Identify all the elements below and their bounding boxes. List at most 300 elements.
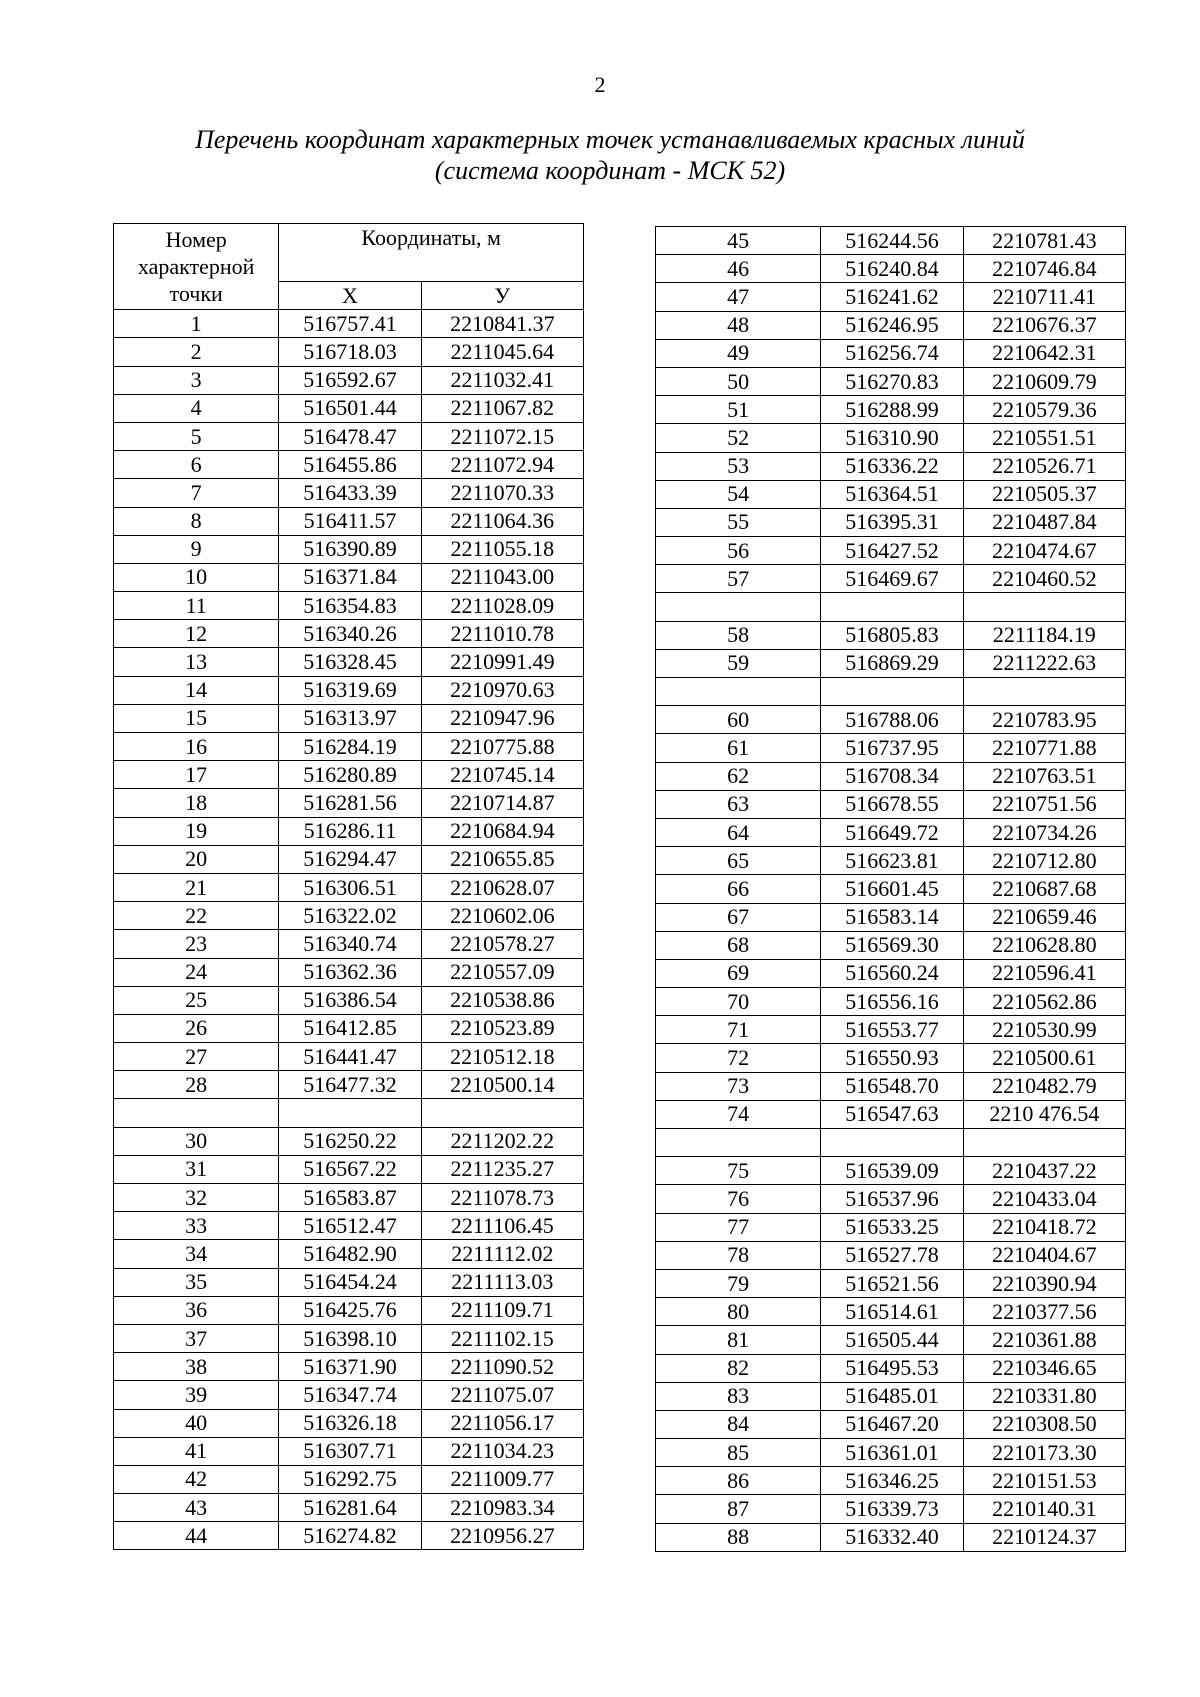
point-number-cell: 50 bbox=[656, 367, 821, 395]
point-number-cell: 14 bbox=[114, 676, 279, 704]
point-number-cell: 4 bbox=[114, 394, 279, 422]
point-number-cell: 72 bbox=[656, 1044, 821, 1072]
table-row bbox=[656, 706, 1126, 734]
point-number-cell: 25 bbox=[114, 986, 279, 1014]
y-coordinate-cell: 2210562.86 bbox=[963, 988, 1125, 1016]
point-number-cell: 7 bbox=[114, 479, 279, 507]
table-header-row bbox=[114, 224, 584, 282]
table-row bbox=[656, 649, 1126, 677]
x-coordinate-cell: 516354.83 bbox=[279, 592, 421, 620]
x-coordinate-cell: 516386.54 bbox=[279, 986, 421, 1014]
table-row bbox=[656, 1298, 1126, 1326]
x-coordinate-cell: 516339.73 bbox=[821, 1495, 963, 1523]
x-coordinate-cell: 516281.64 bbox=[279, 1494, 421, 1522]
x-coordinate-cell: 516270.83 bbox=[821, 367, 963, 395]
x-coordinate-cell: 516294.47 bbox=[279, 845, 421, 873]
x-coordinate-cell: 516241.62 bbox=[821, 283, 963, 311]
point-number-cell: 43 bbox=[114, 1494, 279, 1522]
x-coordinate-cell: 516569.30 bbox=[821, 931, 963, 959]
y-coordinate-cell: 2210578.27 bbox=[421, 930, 583, 958]
x-coordinate-cell: 516592.67 bbox=[279, 366, 421, 394]
point-number-cell: 21 bbox=[114, 873, 279, 901]
point-number-cell: 77 bbox=[656, 1213, 821, 1241]
table-row bbox=[656, 1269, 1126, 1297]
y-coordinate-cell: 2211043.00 bbox=[421, 563, 583, 591]
y-coordinate-cell: 2210173.30 bbox=[963, 1439, 1125, 1467]
table-row bbox=[656, 1213, 1126, 1241]
y-coordinate-cell: 2210970.63 bbox=[421, 676, 583, 704]
x-coordinate-cell: 516601.45 bbox=[821, 875, 963, 903]
point-number-cell: 2 bbox=[114, 338, 279, 366]
x-coordinate-cell: 516495.53 bbox=[821, 1354, 963, 1382]
table-row bbox=[114, 451, 584, 479]
y-coordinate-cell: 2211222.63 bbox=[963, 649, 1125, 677]
table-row bbox=[114, 1324, 584, 1352]
x-coordinate-cell: 516539.09 bbox=[821, 1157, 963, 1185]
point-number-cell: 83 bbox=[656, 1382, 821, 1410]
y-coordinate-cell: 2210781.43 bbox=[963, 227, 1125, 255]
y-coordinate-cell: 2211070.33 bbox=[421, 479, 583, 507]
y-coordinate-cell: 2210437.22 bbox=[963, 1157, 1125, 1185]
x-coordinate-cell: 516805.83 bbox=[821, 621, 963, 649]
page-number: 2 bbox=[594, 72, 606, 97]
table-row bbox=[114, 1127, 584, 1155]
y-coordinate-cell: 2210751.56 bbox=[963, 790, 1125, 818]
y-coordinate-cell: 2210745.14 bbox=[421, 761, 583, 789]
table-row bbox=[114, 676, 584, 704]
table-row bbox=[656, 537, 1126, 565]
x-coordinate-cell: 516583.87 bbox=[279, 1184, 421, 1212]
x-coordinate-cell: 516246.95 bbox=[821, 311, 963, 339]
point-number-cell: 88 bbox=[656, 1523, 821, 1551]
y-coordinate-cell: 2211102.15 bbox=[421, 1324, 583, 1352]
x-coordinate-cell: 516567.22 bbox=[279, 1155, 421, 1183]
x-coordinate-cell: 516514.61 bbox=[821, 1298, 963, 1326]
y-coordinate-cell: 2210711.41 bbox=[963, 283, 1125, 311]
table-row bbox=[114, 479, 584, 507]
point-number-cell: 12 bbox=[114, 620, 279, 648]
x-coordinate-cell: 516485.01 bbox=[821, 1382, 963, 1410]
y-coordinate-cell: 2211056.17 bbox=[421, 1409, 583, 1437]
y-coordinate-cell bbox=[963, 1129, 1125, 1157]
point-number-cell: 52 bbox=[656, 424, 821, 452]
y-coordinate-cell: 2211109.71 bbox=[421, 1296, 583, 1324]
y-coordinate-cell: 2210841.37 bbox=[421, 310, 583, 338]
point-number-cell: 60 bbox=[656, 706, 821, 734]
point-number-cell: 46 bbox=[656, 255, 821, 283]
table-row bbox=[656, 424, 1126, 452]
x-coordinate-cell: 516583.14 bbox=[821, 903, 963, 931]
table-row bbox=[114, 1240, 584, 1268]
point-number-cell: 57 bbox=[656, 565, 821, 593]
table-row bbox=[656, 1495, 1126, 1523]
table-row bbox=[656, 762, 1126, 790]
table-row bbox=[114, 930, 584, 958]
x-coordinate-cell: 516292.75 bbox=[279, 1465, 421, 1493]
table-row bbox=[114, 1099, 584, 1127]
y-coordinate-cell bbox=[963, 593, 1125, 621]
point-number-cell: 65 bbox=[656, 847, 821, 875]
y-coordinate-cell: 2210512.18 bbox=[421, 1043, 583, 1071]
header-y: У bbox=[421, 282, 583, 310]
point-number-cell bbox=[114, 1099, 279, 1127]
x-coordinate-cell: 516533.25 bbox=[821, 1213, 963, 1241]
header-x: X bbox=[279, 282, 421, 310]
table-row bbox=[114, 1014, 584, 1042]
left-table-body bbox=[114, 310, 584, 1550]
point-number-cell: 78 bbox=[656, 1241, 821, 1269]
y-coordinate-cell: 2210500.61 bbox=[963, 1044, 1125, 1072]
x-coordinate-cell bbox=[821, 678, 963, 706]
table-row bbox=[656, 903, 1126, 931]
x-coordinate-cell: 516556.16 bbox=[821, 988, 963, 1016]
point-number-cell: 59 bbox=[656, 649, 821, 677]
x-coordinate-cell: 516467.20 bbox=[821, 1410, 963, 1438]
x-coordinate-cell: 516547.63 bbox=[821, 1100, 963, 1128]
x-coordinate-cell: 516505.44 bbox=[821, 1326, 963, 1354]
table-row bbox=[656, 452, 1126, 480]
point-number-cell: 53 bbox=[656, 452, 821, 480]
point-number-cell: 47 bbox=[656, 283, 821, 311]
y-coordinate-cell: 2210714.87 bbox=[421, 789, 583, 817]
x-coordinate-cell: 516250.22 bbox=[279, 1127, 421, 1155]
table-row bbox=[114, 817, 584, 845]
point-number-cell: 61 bbox=[656, 734, 821, 762]
x-coordinate-cell bbox=[279, 1099, 421, 1127]
y-coordinate-cell: 2211072.94 bbox=[421, 451, 583, 479]
point-number-cell: 5 bbox=[114, 422, 279, 450]
x-coordinate-cell: 516361.01 bbox=[821, 1439, 963, 1467]
y-coordinate-cell: 2210557.09 bbox=[421, 958, 583, 986]
title-line-2: (система координат - МСК 52) bbox=[434, 156, 786, 185]
y-coordinate-cell: 2210 476.54 bbox=[963, 1100, 1125, 1128]
x-coordinate-cell: 516454.24 bbox=[279, 1268, 421, 1296]
x-coordinate-cell: 516441.47 bbox=[279, 1043, 421, 1071]
x-coordinate-cell: 516340.74 bbox=[279, 930, 421, 958]
table-row bbox=[656, 593, 1126, 621]
y-coordinate-cell: 2210530.99 bbox=[963, 1016, 1125, 1044]
point-number-cell: 11 bbox=[114, 592, 279, 620]
y-coordinate-cell: 2210628.80 bbox=[963, 931, 1125, 959]
table-row bbox=[656, 790, 1126, 818]
point-number-cell: 15 bbox=[114, 704, 279, 732]
x-coordinate-cell: 516869.29 bbox=[821, 649, 963, 677]
x-coordinate-cell bbox=[821, 593, 963, 621]
x-coordinate-cell: 516286.11 bbox=[279, 817, 421, 845]
coordinates-table-left bbox=[113, 223, 584, 1550]
y-coordinate-cell: 2210642.31 bbox=[963, 339, 1125, 367]
point-number-cell: 36 bbox=[114, 1296, 279, 1324]
point-number-cell: 32 bbox=[114, 1184, 279, 1212]
table-row bbox=[114, 1522, 584, 1550]
point-number-cell: 74 bbox=[656, 1100, 821, 1128]
table-row bbox=[656, 1072, 1126, 1100]
point-number-cell: 54 bbox=[656, 480, 821, 508]
y-coordinate-cell: 2210771.88 bbox=[963, 734, 1125, 762]
x-coordinate-cell: 516501.44 bbox=[279, 394, 421, 422]
x-coordinate-cell: 516623.81 bbox=[821, 847, 963, 875]
y-coordinate-cell: 2210676.37 bbox=[963, 311, 1125, 339]
y-coordinate-cell: 2210460.52 bbox=[963, 565, 1125, 593]
x-coordinate-cell: 516336.22 bbox=[821, 452, 963, 480]
y-coordinate-cell: 2211045.64 bbox=[421, 338, 583, 366]
x-coordinate-cell: 516313.97 bbox=[279, 704, 421, 732]
x-coordinate-cell: 516390.89 bbox=[279, 535, 421, 563]
y-coordinate-cell: 2210659.46 bbox=[963, 903, 1125, 931]
table-row bbox=[114, 338, 584, 366]
table-row bbox=[114, 507, 584, 535]
table-row bbox=[114, 1437, 584, 1465]
y-coordinate-cell: 2210346.65 bbox=[963, 1354, 1125, 1382]
point-number-cell: 73 bbox=[656, 1072, 821, 1100]
table-row bbox=[656, 931, 1126, 959]
table-row bbox=[656, 311, 1126, 339]
x-coordinate-cell: 516718.03 bbox=[279, 338, 421, 366]
y-coordinate-cell: 2210947.96 bbox=[421, 704, 583, 732]
table-row bbox=[114, 761, 584, 789]
coordinates-table-right bbox=[655, 226, 1126, 1552]
table-row bbox=[656, 621, 1126, 649]
x-coordinate-cell: 516332.40 bbox=[821, 1523, 963, 1551]
point-number-cell bbox=[656, 1129, 821, 1157]
table-row bbox=[656, 1129, 1126, 1157]
y-coordinate-cell: 2210783.95 bbox=[963, 706, 1125, 734]
x-coordinate-cell: 516737.95 bbox=[821, 734, 963, 762]
table-row bbox=[656, 734, 1126, 762]
table-row bbox=[656, 988, 1126, 1016]
point-number-cell: 49 bbox=[656, 339, 821, 367]
point-number-cell: 18 bbox=[114, 789, 279, 817]
table-row bbox=[656, 255, 1126, 283]
y-coordinate-cell: 2211072.15 bbox=[421, 422, 583, 450]
table-row bbox=[114, 1043, 584, 1071]
table-row bbox=[656, 1410, 1126, 1438]
x-coordinate-cell: 516346.25 bbox=[821, 1467, 963, 1495]
table-row bbox=[114, 1212, 584, 1240]
table-row bbox=[656, 1044, 1126, 1072]
x-coordinate-cell: 516412.85 bbox=[279, 1014, 421, 1042]
table-row bbox=[656, 818, 1126, 846]
x-coordinate-cell: 516244.56 bbox=[821, 227, 963, 255]
x-coordinate-cell: 516371.84 bbox=[279, 563, 421, 591]
x-coordinate-cell: 516274.82 bbox=[279, 1522, 421, 1550]
table-row bbox=[656, 959, 1126, 987]
y-coordinate-cell: 2210474.67 bbox=[963, 537, 1125, 565]
x-coordinate-cell: 516256.74 bbox=[821, 339, 963, 367]
point-number-cell: 55 bbox=[656, 508, 821, 536]
table-row bbox=[656, 1523, 1126, 1551]
point-number-cell: 30 bbox=[114, 1127, 279, 1155]
y-coordinate-cell: 2210687.68 bbox=[963, 875, 1125, 903]
y-coordinate-cell: 2210734.26 bbox=[963, 818, 1125, 846]
point-number-cell: 48 bbox=[656, 311, 821, 339]
right-table-body bbox=[656, 227, 1126, 1552]
point-number-cell: 87 bbox=[656, 1495, 821, 1523]
table-row bbox=[656, 1467, 1126, 1495]
table-row bbox=[656, 1241, 1126, 1269]
point-number-cell: 86 bbox=[656, 1467, 821, 1495]
x-coordinate-cell: 516307.71 bbox=[279, 1437, 421, 1465]
y-coordinate-cell: 2211106.45 bbox=[421, 1212, 583, 1240]
x-coordinate-cell: 516281.56 bbox=[279, 789, 421, 817]
table-row bbox=[114, 648, 584, 676]
y-coordinate-cell: 2210596.41 bbox=[963, 959, 1125, 987]
point-number-cell: 45 bbox=[656, 227, 821, 255]
x-coordinate-cell: 516512.47 bbox=[279, 1212, 421, 1240]
point-number-cell: 79 bbox=[656, 1269, 821, 1297]
y-coordinate-cell: 2211028.09 bbox=[421, 592, 583, 620]
point-number-cell: 24 bbox=[114, 958, 279, 986]
header-point-number bbox=[114, 224, 279, 310]
table-row bbox=[656, 1326, 1126, 1354]
x-coordinate-cell: 516306.51 bbox=[279, 873, 421, 901]
x-coordinate-cell bbox=[821, 1129, 963, 1157]
point-number-cell: 22 bbox=[114, 902, 279, 930]
point-number-cell: 17 bbox=[114, 761, 279, 789]
y-coordinate-cell: 2211090.52 bbox=[421, 1353, 583, 1381]
point-number-cell: 70 bbox=[656, 988, 821, 1016]
table-row bbox=[114, 873, 584, 901]
y-coordinate-cell: 2210956.27 bbox=[421, 1522, 583, 1550]
x-coordinate-cell: 516280.89 bbox=[279, 761, 421, 789]
point-number-cell: 23 bbox=[114, 930, 279, 958]
table-row bbox=[114, 845, 584, 873]
x-coordinate-cell: 516310.90 bbox=[821, 424, 963, 452]
table-row bbox=[114, 733, 584, 761]
table-row bbox=[656, 847, 1126, 875]
table-row bbox=[114, 986, 584, 1014]
x-coordinate-cell: 516550.93 bbox=[821, 1044, 963, 1072]
table-row bbox=[114, 1465, 584, 1493]
y-coordinate-cell: 2210377.56 bbox=[963, 1298, 1125, 1326]
y-coordinate-cell: 2211113.03 bbox=[421, 1268, 583, 1296]
x-coordinate-cell: 516433.39 bbox=[279, 479, 421, 507]
y-coordinate-cell: 2211067.82 bbox=[421, 394, 583, 422]
point-number-cell: 80 bbox=[656, 1298, 821, 1326]
y-coordinate-cell: 2210763.51 bbox=[963, 762, 1125, 790]
table-row bbox=[656, 367, 1126, 395]
header-point-line-2: характерной bbox=[137, 254, 255, 280]
table-row bbox=[656, 1354, 1126, 1382]
x-coordinate-cell: 516425.76 bbox=[279, 1296, 421, 1324]
x-coordinate-cell: 516398.10 bbox=[279, 1324, 421, 1352]
point-number-cell: 66 bbox=[656, 875, 821, 903]
x-coordinate-cell: 516288.99 bbox=[821, 396, 963, 424]
x-coordinate-cell: 516788.06 bbox=[821, 706, 963, 734]
table-row bbox=[114, 1155, 584, 1183]
table-row bbox=[656, 1382, 1126, 1410]
x-coordinate-cell: 516362.36 bbox=[279, 958, 421, 986]
x-coordinate-cell: 516364.51 bbox=[821, 480, 963, 508]
point-number-cell: 26 bbox=[114, 1014, 279, 1042]
title-line-1: Перечень координат характерных точек устанавливаемых красных линий bbox=[195, 125, 1025, 154]
x-coordinate-cell: 516328.45 bbox=[279, 648, 421, 676]
point-number-cell: 40 bbox=[114, 1409, 279, 1437]
y-coordinate-cell: 2210500.14 bbox=[421, 1071, 583, 1099]
table-row bbox=[114, 704, 584, 732]
y-coordinate-cell: 2210551.51 bbox=[963, 424, 1125, 452]
table-row bbox=[656, 1185, 1126, 1213]
y-coordinate-cell: 2210983.34 bbox=[421, 1494, 583, 1522]
table-row bbox=[114, 902, 584, 930]
table-row bbox=[114, 394, 584, 422]
point-number-cell: 41 bbox=[114, 1437, 279, 1465]
x-coordinate-cell: 516757.41 bbox=[279, 310, 421, 338]
x-coordinate-cell: 516340.26 bbox=[279, 620, 421, 648]
table-row bbox=[656, 480, 1126, 508]
x-coordinate-cell: 516537.96 bbox=[821, 1185, 963, 1213]
table-row bbox=[114, 366, 584, 394]
y-coordinate-cell: 2210482.79 bbox=[963, 1072, 1125, 1100]
y-coordinate-cell: 2211009.77 bbox=[421, 1465, 583, 1493]
x-coordinate-cell: 516284.19 bbox=[279, 733, 421, 761]
table-row bbox=[114, 620, 584, 648]
point-number-cell: 44 bbox=[114, 1522, 279, 1550]
y-coordinate-cell: 2211075.07 bbox=[421, 1381, 583, 1409]
y-coordinate-cell: 2211078.73 bbox=[421, 1184, 583, 1212]
table-row bbox=[114, 310, 584, 338]
table-row bbox=[114, 789, 584, 817]
table-row bbox=[656, 565, 1126, 593]
y-coordinate-cell: 2210390.94 bbox=[963, 1269, 1125, 1297]
y-coordinate-cell: 2210579.36 bbox=[963, 396, 1125, 424]
y-coordinate-cell: 2211064.36 bbox=[421, 507, 583, 535]
y-coordinate-cell: 2210433.04 bbox=[963, 1185, 1125, 1213]
x-coordinate-cell: 516395.31 bbox=[821, 508, 963, 536]
x-coordinate-cell: 516548.70 bbox=[821, 1072, 963, 1100]
x-coordinate-cell: 516469.67 bbox=[821, 565, 963, 593]
point-number-cell: 6 bbox=[114, 451, 279, 479]
y-coordinate-cell: 2210404.67 bbox=[963, 1241, 1125, 1269]
point-number-cell: 34 bbox=[114, 1240, 279, 1268]
table-row bbox=[656, 1100, 1126, 1128]
x-coordinate-cell: 516371.90 bbox=[279, 1353, 421, 1381]
y-coordinate-cell: 2210418.72 bbox=[963, 1213, 1125, 1241]
point-number-cell: 81 bbox=[656, 1326, 821, 1354]
point-number-cell: 75 bbox=[656, 1157, 821, 1185]
point-number-cell: 37 bbox=[114, 1324, 279, 1352]
table-row bbox=[114, 422, 584, 450]
point-number-cell: 69 bbox=[656, 959, 821, 987]
x-coordinate-cell: 516477.32 bbox=[279, 1071, 421, 1099]
header-coordinates: Координаты, м bbox=[279, 224, 584, 282]
y-coordinate-cell: 2210308.50 bbox=[963, 1410, 1125, 1438]
x-coordinate-cell: 516319.69 bbox=[279, 676, 421, 704]
y-coordinate-cell: 2211010.78 bbox=[421, 620, 583, 648]
point-number-cell: 51 bbox=[656, 396, 821, 424]
x-coordinate-cell: 516478.47 bbox=[279, 422, 421, 450]
x-coordinate-cell: 516240.84 bbox=[821, 255, 963, 283]
table-row bbox=[114, 1353, 584, 1381]
table-row bbox=[656, 1439, 1126, 1467]
point-number-cell: 27 bbox=[114, 1043, 279, 1071]
point-number-cell: 10 bbox=[114, 563, 279, 591]
x-coordinate-cell: 516521.56 bbox=[821, 1269, 963, 1297]
point-number-cell: 38 bbox=[114, 1353, 279, 1381]
y-coordinate-cell: 2210538.86 bbox=[421, 986, 583, 1014]
y-coordinate-cell: 2211032.41 bbox=[421, 366, 583, 394]
y-coordinate-cell: 2210140.31 bbox=[963, 1495, 1125, 1523]
point-number-cell: 19 bbox=[114, 817, 279, 845]
header-point-line-3: точки bbox=[169, 281, 223, 307]
table-row bbox=[114, 535, 584, 563]
y-coordinate-cell: 2210523.89 bbox=[421, 1014, 583, 1042]
y-coordinate-cell: 2210151.53 bbox=[963, 1467, 1125, 1495]
x-coordinate-cell: 516678.55 bbox=[821, 790, 963, 818]
y-coordinate-cell: 2210712.80 bbox=[963, 847, 1125, 875]
x-coordinate-cell: 516560.24 bbox=[821, 959, 963, 987]
y-coordinate-cell: 2210628.07 bbox=[421, 873, 583, 901]
